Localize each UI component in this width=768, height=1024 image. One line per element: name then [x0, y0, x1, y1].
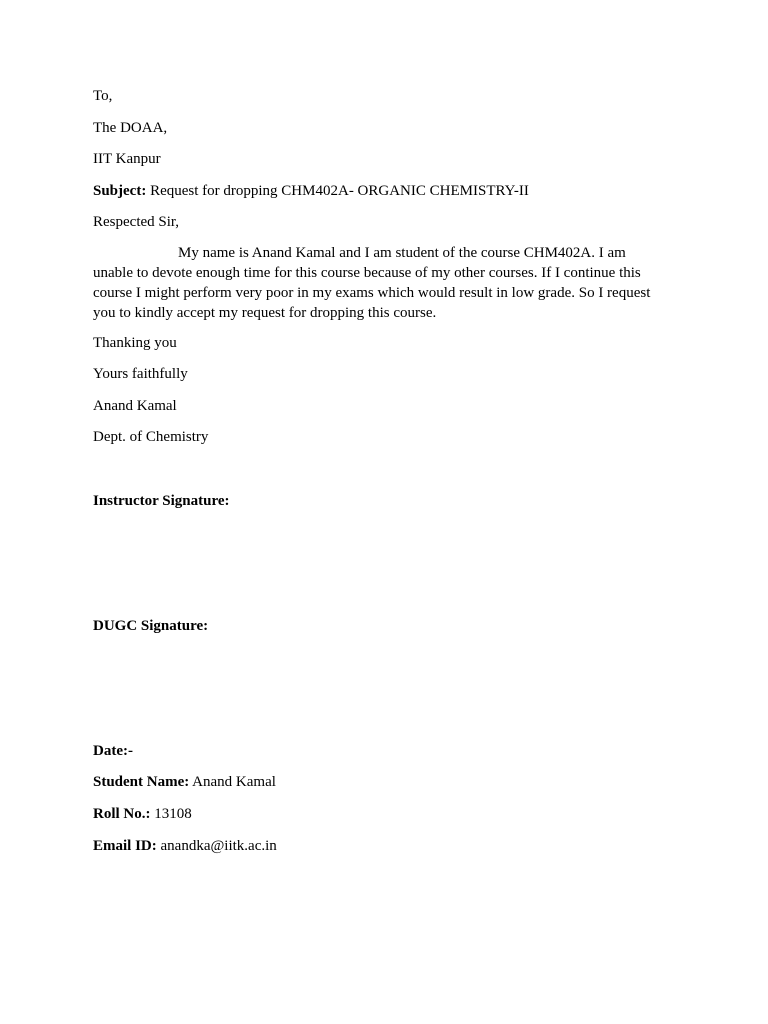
sender-name-line: Anand Kamal — [93, 398, 177, 414]
roll-number-label: Roll No.: — [93, 806, 151, 822]
department-line: Dept. of Chemistry — [93, 429, 209, 445]
email-label: Email ID: — [93, 838, 157, 854]
body-line: course I might perform very poor in my exams which would result in low grade. So I request — [93, 285, 651, 301]
dugc-signature-label: DUGC Signature: — [93, 618, 209, 634]
subject-label: Subject: — [93, 183, 147, 199]
subject-text: Request for dropping CHM402A- ORGANIC CHEMISTRY-II — [146, 183, 529, 199]
salutation-line: Respected Sir, — [93, 214, 180, 230]
thanks-line: Thanking you — [93, 335, 177, 351]
body-line: My name is Anand Kamal and I am student of the course CHM402A. I am — [178, 245, 626, 261]
subject-line — [93, 181, 529, 201]
roll-number-line — [93, 804, 192, 824]
to-line: To, — [93, 88, 113, 104]
body-line: you to kindly accept my request for dropping this course. — [93, 305, 437, 321]
instructor-signature-label: Instructor Signature: — [93, 493, 230, 509]
roll-number-value: 13108 — [150, 806, 192, 822]
closing-line: Yours faithfully — [93, 366, 188, 382]
student-name-value: Anand Kamal — [189, 774, 276, 790]
email-line — [93, 836, 277, 856]
date-label: Date:- — [93, 743, 133, 759]
institute-line: IIT Kanpur — [93, 151, 161, 167]
recipient-line: The DOAA, — [93, 120, 168, 136]
student-name-label: Student Name: — [93, 774, 190, 790]
body-paragraph — [93, 243, 673, 323]
student-name-line — [93, 772, 276, 792]
body-line: unable to devote enough time for this course because of my other courses. If I continue this — [93, 265, 641, 281]
email-value: anandka@iitk.ac.in — [156, 838, 277, 854]
